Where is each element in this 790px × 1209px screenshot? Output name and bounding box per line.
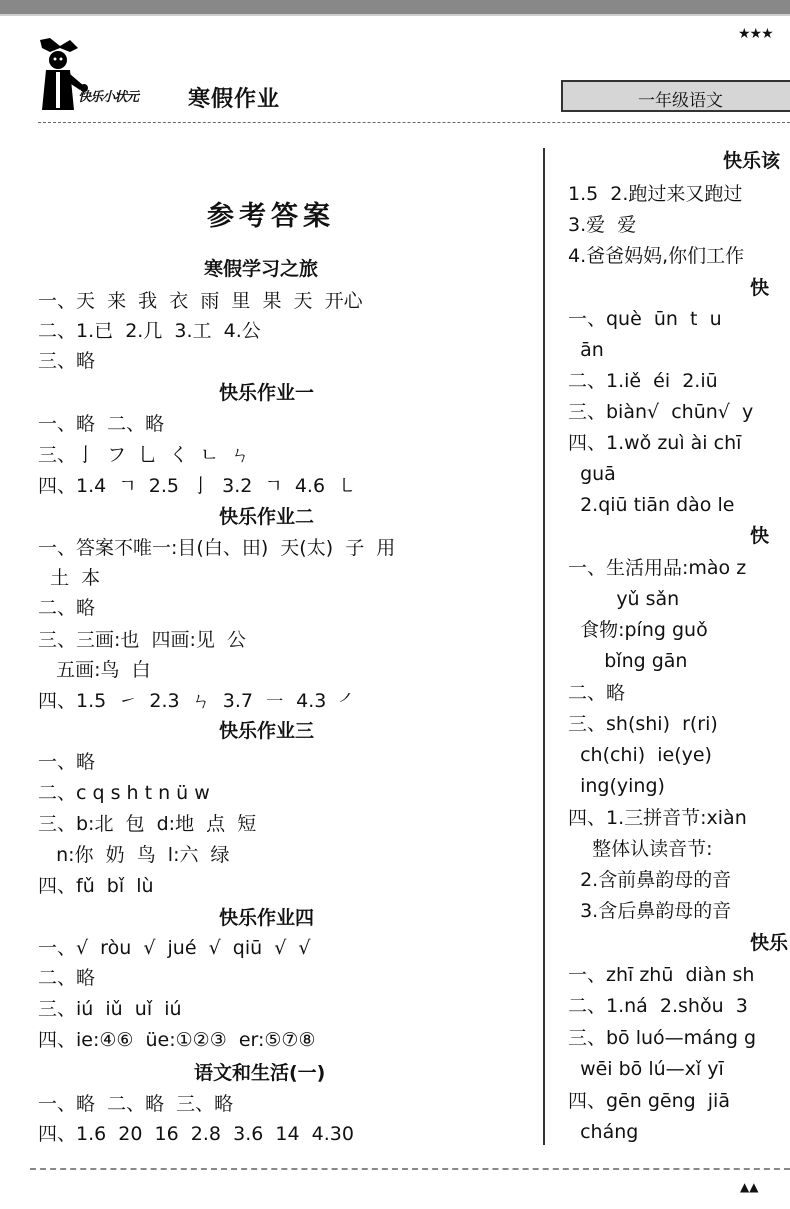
answer-line: 三、亅 フ 乚 く ㄴ ㄣ <box>38 444 250 466</box>
answer-line: ch(chi) ie(ye) <box>568 744 712 766</box>
answer-line: 四、gēn gēng jiā <box>568 1090 730 1112</box>
answer-line: 三、bō luó—máng g <box>568 1027 757 1049</box>
answer-line: 食物:píng guǒ <box>568 619 708 641</box>
answer-line: 2.qiū tiān dào le <box>568 494 735 516</box>
section-heading: 快乐作业二 <box>219 506 315 528</box>
grade-subject-box <box>561 80 790 112</box>
answer-line: 一、zhī zhū diàn sh <box>568 964 755 986</box>
answer-line: 二、c q s h t n ü w <box>38 782 210 804</box>
grade-subject-label: 一年级语文 <box>638 91 723 111</box>
answer-line: 土 本 <box>38 567 101 589</box>
column-divider <box>543 148 545 1145</box>
answer-line: 二、略 <box>38 967 96 989</box>
answer-line: 四、1.三拼音节:xiàn <box>568 807 747 829</box>
answer-line: 四、1.wǒ zuì ài chī <box>568 432 742 454</box>
section-heading: 快乐 <box>750 932 789 954</box>
section-heading: 快乐该 <box>723 150 781 172</box>
answer-line: 3.爱 爱 <box>568 214 637 236</box>
difficulty-stars: ★★★ <box>738 26 773 42</box>
answer-line: 三、三画:也 四画:见 公 <box>38 629 246 651</box>
section-heading: 寒假学习之旅 <box>204 258 319 280</box>
answer-line: 四、fǔ bǐ lù <box>38 875 154 897</box>
top-rule <box>0 14 790 16</box>
section-heading: 快 <box>750 277 770 299</box>
section-heading: 快 <box>750 525 770 547</box>
answer-line: 四、ie:④⑥ üe:①②③ er:⑤⑦⑧ <box>38 1029 316 1051</box>
answer-line: bǐng gān <box>568 650 688 672</box>
answer-line: 一、天 来 我 衣 雨 里 果 天 开心 <box>38 290 363 312</box>
section-heading: 语文和生活(一) <box>194 1062 326 1084</box>
answer-line: ān <box>568 339 604 361</box>
answer-line: 一、生活用品:mào z <box>568 557 747 579</box>
answer-line: 二、略 <box>568 682 626 704</box>
top-scan-band <box>0 0 790 14</box>
answer-line: 4.爸爸妈妈,你们工作 <box>568 245 745 267</box>
answer-line: guā <box>568 463 616 485</box>
answer-line: 一、答案不唯一:目(白、田) 天(太) 子 用 <box>38 537 396 559</box>
answer-line: 三、b:北 包 d:地 点 短 <box>38 813 257 835</box>
answer-line: 一、què ūn t u <box>568 308 722 330</box>
answer-line: 一、略 二、略 <box>38 413 165 435</box>
brand-script: 快乐小状元 <box>78 90 139 105</box>
answer-line: wēi bō lú—xǐ yī <box>568 1058 724 1080</box>
answer-line: 四、1.6 20 16 2.8 3.6 14 4.30 <box>38 1123 354 1145</box>
answer-line: 二、1.ná 2.shǒu 3 <box>568 995 748 1017</box>
answer-line: 一、√ ròu √ jué √ qiū √ √ <box>38 937 311 959</box>
answer-line: n:你 奶 鸟 l:六 绿 <box>38 844 230 866</box>
answer-line: 2.含前鼻韵母的音 <box>568 869 732 891</box>
answer-line: 三、iú iǔ uǐ iú <box>38 998 182 1020</box>
answer-line: 四、1.5 ㇀ 2.3 ㄣ 3.7 ㇐ 4.3 ㇒ <box>38 690 358 712</box>
page-title: 参考答案 <box>207 201 335 232</box>
book-title: 寒假作业 <box>188 87 281 112</box>
answer-line: 一、略 <box>38 751 96 773</box>
answer-line: 四、1.4 ㄱ 2.5 亅 3.2 ㄱ 4.6 ㇄ <box>38 475 357 497</box>
header-divider <box>38 122 790 123</box>
answer-line: 一、略 二、略 三、略 <box>38 1093 234 1115</box>
answer-line: 整体认读音节: <box>568 838 713 860</box>
corner-mark: ▲▲ <box>740 1180 759 1194</box>
answer-line: 三、biàn√ chūn√ y <box>568 401 754 423</box>
answer-line: ing(ying) <box>568 775 665 797</box>
section-heading: 快乐作业三 <box>219 720 315 742</box>
answer-line: 1.5 2.跑过来又跑过 <box>568 183 743 205</box>
answer-line: 二、1.已 2.几 3.工 4.公 <box>38 320 261 342</box>
answer-line: cháng <box>568 1121 639 1143</box>
footer-divider <box>30 1168 790 1170</box>
answer-line: 五画:鸟 白 <box>38 659 151 681</box>
answer-line: 三、sh(shi) r(ri) <box>568 713 718 735</box>
answer-line: 二、略 <box>38 597 96 619</box>
section-heading: 快乐作业四 <box>219 907 315 929</box>
answer-line: 三、略 <box>38 350 96 372</box>
answer-line: yǔ sǎn <box>568 588 680 610</box>
answer-line: 二、1.iě éi 2.iū <box>568 370 718 392</box>
answer-line: 3.含后鼻韵母的音 <box>568 900 732 922</box>
section-heading: 快乐作业一 <box>219 382 315 404</box>
